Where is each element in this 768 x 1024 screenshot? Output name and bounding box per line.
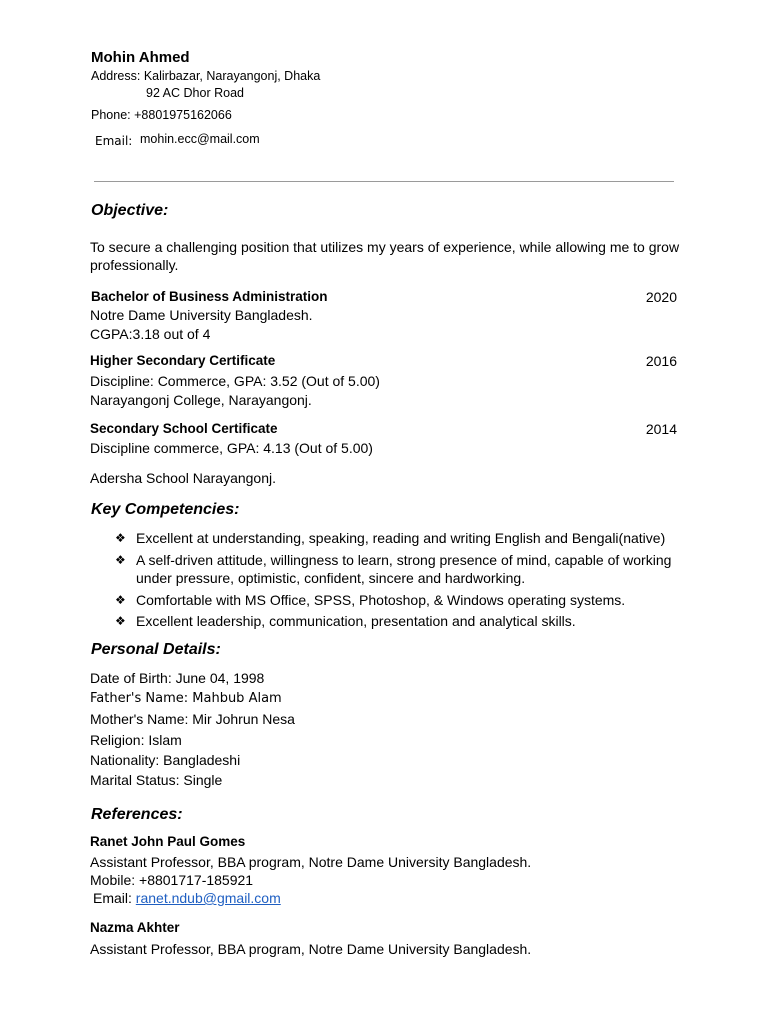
email-label: Email: (95, 134, 133, 148)
education-result: CGPA:3.18 out of 4 (90, 326, 211, 342)
date-of-birth: Date of Birth: June 04, 1998 (90, 670, 265, 686)
competency-text: Excellent at understanding, speaking, reading and writing English and Bengali(native) (136, 530, 666, 546)
religion: Religion: Islam (90, 732, 182, 748)
diamond-bullet-icon: ❖ (115, 552, 126, 567)
address-label: Address: (91, 69, 141, 83)
education-title: Bachelor of Business Administration (91, 289, 328, 304)
phone-line (91, 108, 232, 122)
competency-text: Comfortable with MS Office, SPSS, Photoshop, & Windows operating systems. (136, 591, 626, 608)
reference-name: Ranet John Paul Gomes (90, 834, 246, 849)
education-title: Secondary School Certificate (90, 421, 278, 436)
reference-email-label: Email: (93, 890, 132, 906)
education-year: 2016 (645, 353, 677, 369)
list-item (115, 591, 685, 610)
diamond-bullet-icon: ❖ (115, 592, 126, 607)
address-line-1 (91, 69, 320, 83)
list-item (115, 529, 685, 548)
address-line-2: 92 AC Dhor Road (146, 86, 244, 100)
competencies-heading: Key Competencies: (91, 501, 240, 518)
header-divider (94, 181, 674, 182)
reference-email-link[interactable]: ranet.ndub@gmail.com (135, 890, 281, 906)
reference-name: Nazma Akhter (90, 920, 180, 935)
competencies-list (115, 529, 685, 634)
education-institution: Adersha School Narayangonj. (90, 470, 277, 486)
education-result: Discipline commerce, GPA: 4.13 (Out of 5.00) (90, 440, 373, 456)
personal-heading: Personal Details: (91, 641, 221, 658)
objective-text: To secure a challenging position that utilizes my years of experience, while allowing me to grow professionally. (90, 239, 680, 273)
list-item (115, 612, 685, 631)
education-title: Higher Secondary Certificate (90, 353, 276, 368)
reference-position: Assistant Professor, BBA program, Notre Dame University Bangladesh. (90, 941, 532, 957)
list-item (115, 551, 685, 588)
phone-label: Phone: (91, 108, 131, 122)
email-value: mohin.ecc@mail.com (140, 132, 260, 146)
diamond-bullet-icon: ❖ (115, 531, 126, 545)
competency-text: A self-driven attitude, willingness to learn, strong presence of mind, capable of working under pressure, optimistic, confident, sincere and hardworking. (136, 551, 672, 586)
references-heading: References: (91, 806, 183, 823)
education-institution: Notre Dame University Bangladesh. (90, 307, 313, 323)
reference-position: Assistant Professor, BBA program, Notre Dame University Bangladesh. (90, 854, 532, 870)
reference-email-line (93, 890, 281, 906)
reference-mobile: Mobile: +8801717-185921 (90, 872, 254, 888)
education-year: 2014 (645, 421, 677, 437)
phone-value: +8801975162066 (134, 108, 232, 122)
father-name: Father's Name: Mahbub Alam (90, 691, 282, 706)
applicant-name: Mohin Ahmed (91, 49, 190, 66)
address-value: Kalirbazar, Narayangonj, Dhaka (143, 69, 321, 83)
marital-status: Marital Status: Single (90, 772, 223, 788)
diamond-bullet-icon: ❖ (115, 614, 126, 628)
objective-heading: Objective: (91, 202, 169, 219)
mother-name: Mother's Name: Mir Johrun Nesa (90, 711, 295, 727)
competency-text: Excellent leadership, communication, presentation and analytical skills. (136, 613, 576, 629)
education-year: 2020 (645, 289, 677, 305)
nationality: Nationality: Bangladeshi (90, 752, 241, 768)
education-institution: Narayangonj College, Narayangonj. (90, 392, 312, 408)
education-result: Discipline: Commerce, GPA: 3.52 (Out of 5.00) (90, 373, 380, 389)
